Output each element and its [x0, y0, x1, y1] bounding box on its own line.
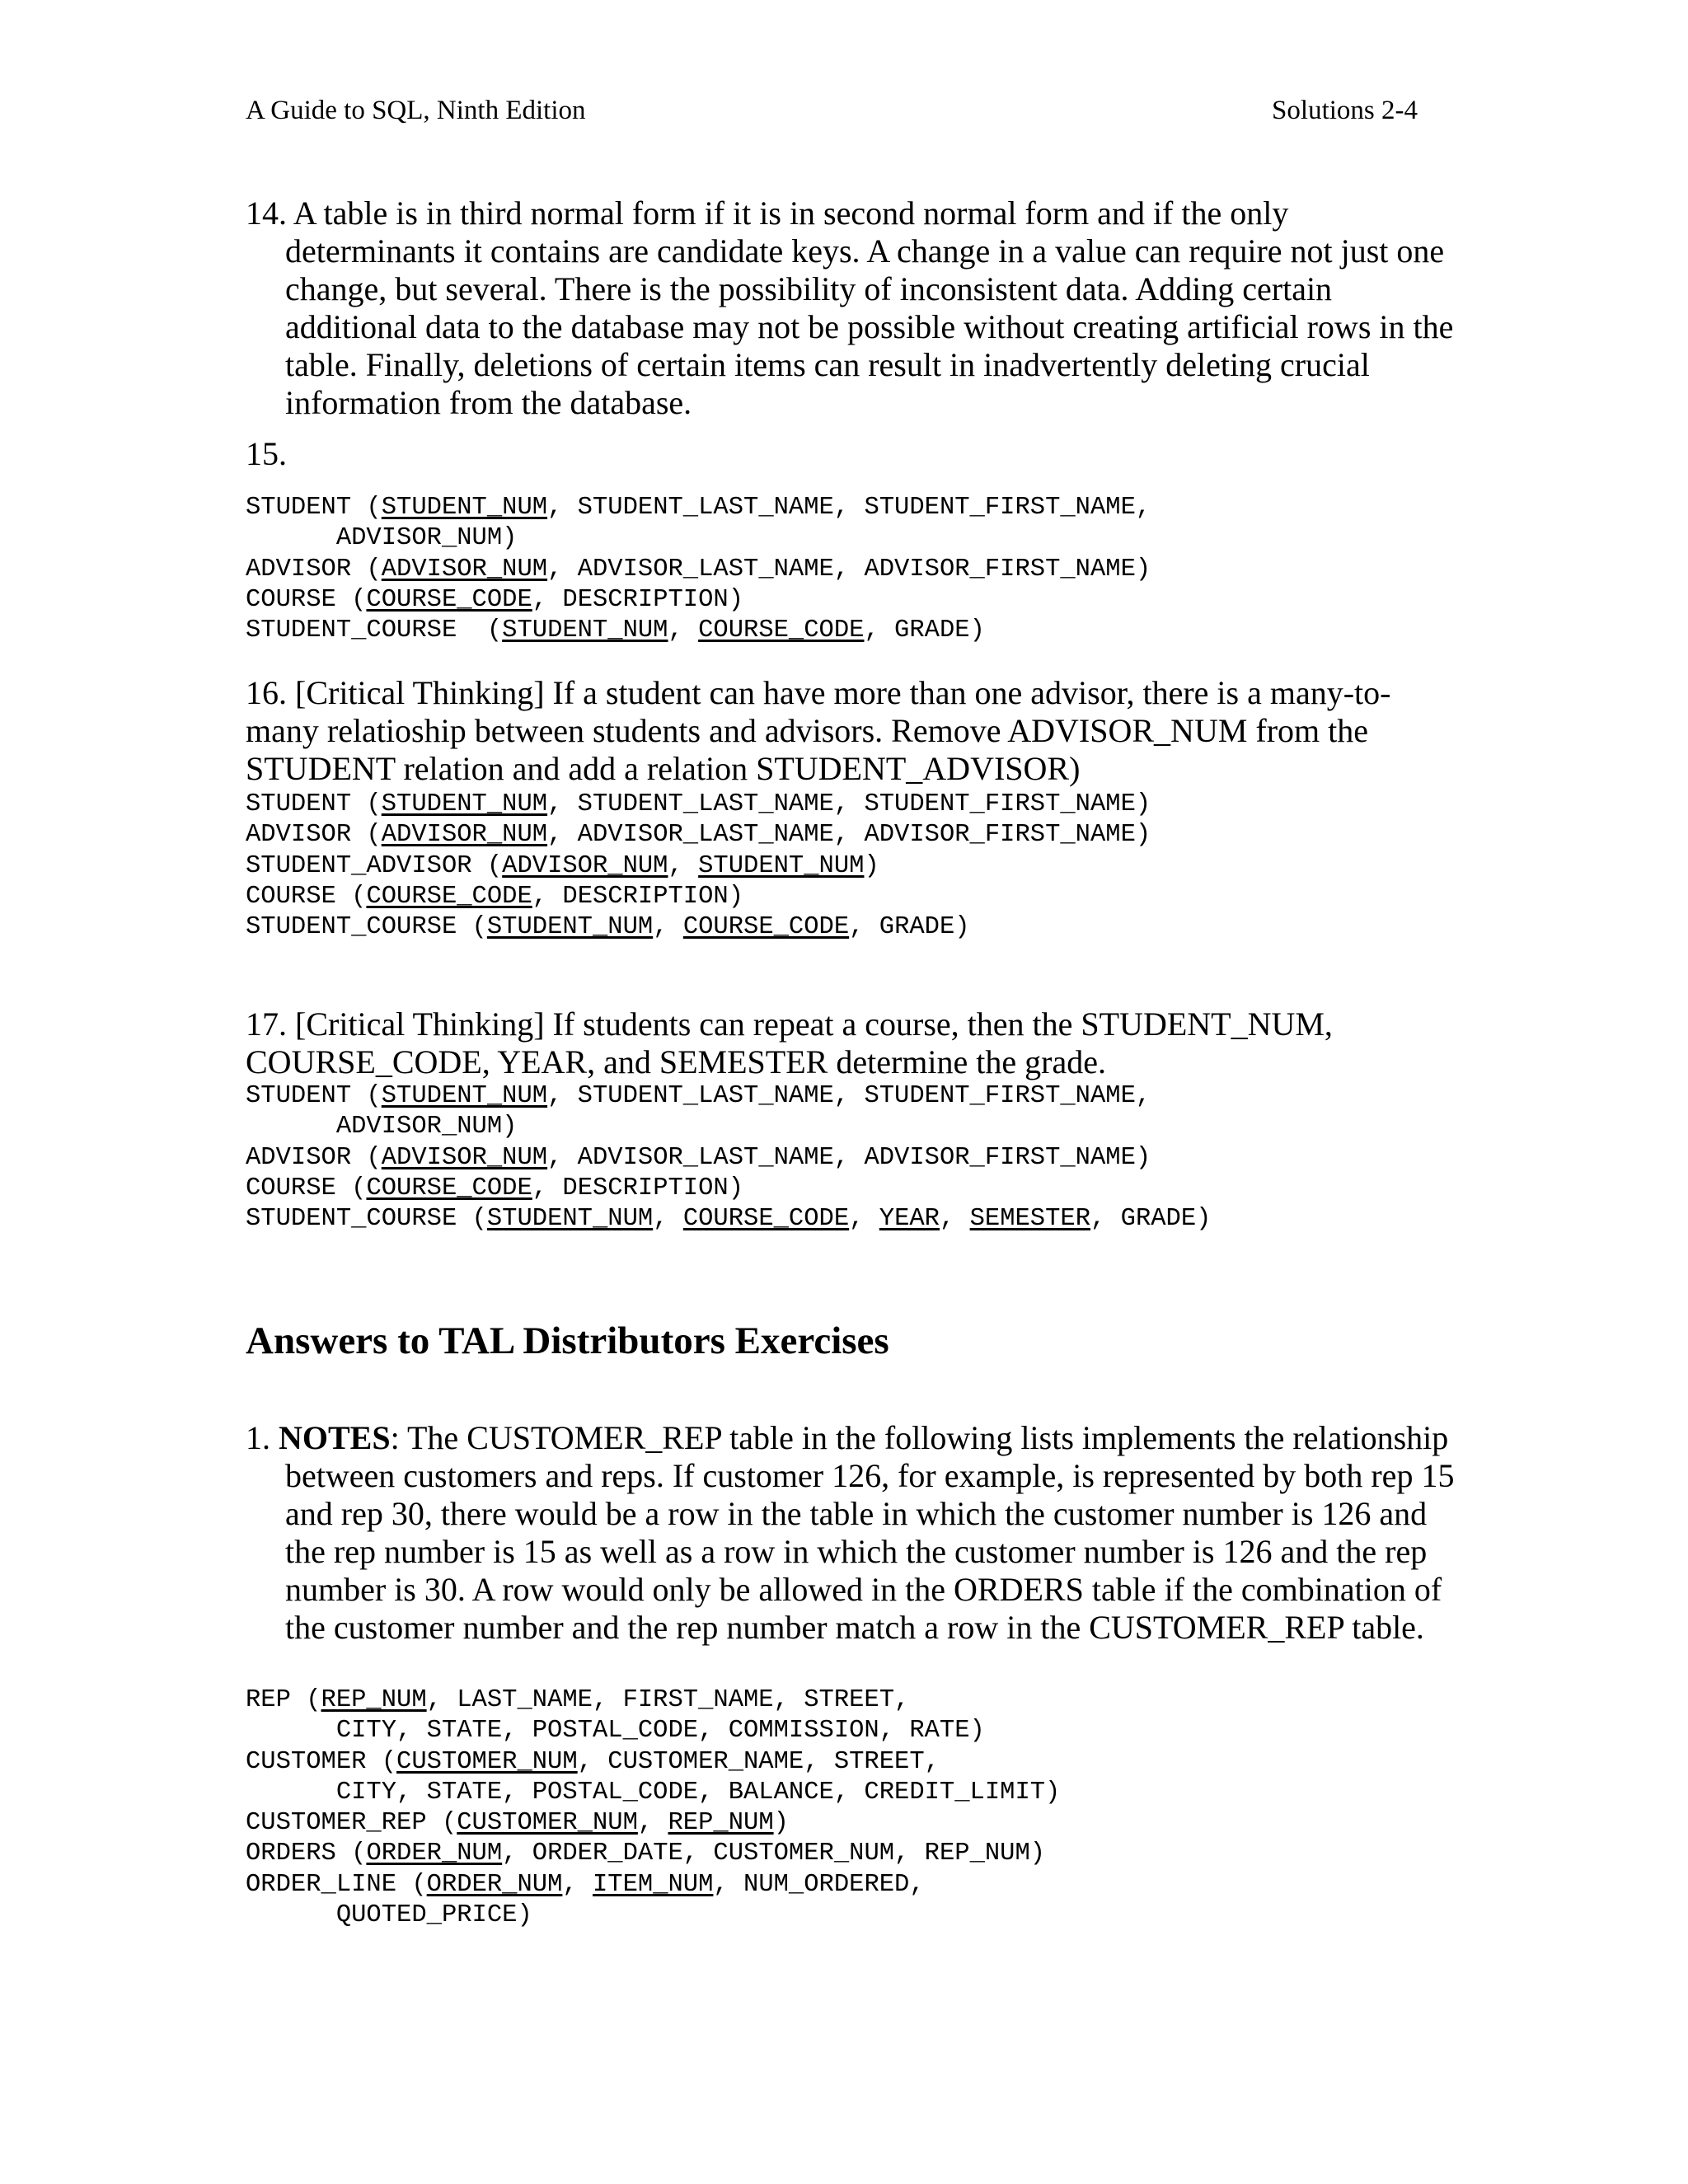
schema-text: , ADVISOR_LAST_NAME, ADVISOR_FIRST_NAME): [547, 1143, 1151, 1172]
schema-text: , CUSTOMER_NAME, STREET,: [577, 1747, 940, 1776]
primary-key: CUSTOMER_NUM: [457, 1809, 638, 1838]
answer-17-schema: [246, 1081, 1211, 1235]
schema-line: [246, 1870, 1060, 1900]
primary-key: ORDER_NUM: [366, 1840, 503, 1868]
schema-line: [246, 523, 1151, 554]
schema-line: [246, 1778, 1060, 1808]
schema-line: [246, 585, 1151, 616]
schema-text: , STUDENT_LAST_NAME, STUDENT_FIRST_NAME): [547, 790, 1151, 818]
schema-text: STUDENT (: [246, 790, 382, 818]
schema-line: [246, 1808, 1060, 1839]
schema-line: [246, 1081, 1211, 1112]
primary-key: STUDENT_NUM: [486, 913, 654, 942]
primary-key: STUDENT_NUM: [502, 616, 668, 645]
schema-text: STUDENT (: [246, 1082, 382, 1110]
schema-text: ,: [653, 913, 683, 942]
tal-answer-1-text: [246, 1419, 1464, 1647]
schema-text: ,: [849, 1205, 879, 1234]
schema-line: [246, 1112, 1211, 1142]
schema-text: , ADVISOR_LAST_NAME, ADVISOR_FIRST_NAME): [547, 821, 1151, 850]
schema-text: , ORDER_DATE, CUSTOMER_NUM, REP_NUM): [502, 1840, 1046, 1868]
schema-text: ADVISOR (: [246, 1143, 382, 1172]
schema-text: , NUM_ORDERED,: [713, 1870, 925, 1899]
schema-line: [246, 493, 1151, 523]
primary-key: REP_NUM: [668, 1809, 774, 1838]
primary-key: ADVISOR_NUM: [381, 555, 548, 583]
schema-text: COURSE (: [246, 585, 367, 614]
answer-15-number: 15.: [246, 435, 287, 472]
schema-text: STUDENT_COURSE (: [246, 1205, 487, 1234]
schema-text: , STUDENT_LAST_NAME, STUDENT_FIRST_NAME,: [547, 494, 1151, 522]
answer-17-text: 17. [Critical Thinking] If students can repeat a course, then the STUDENT_NUM, COURSE_CODE, YEAR, and SEMESTER determine the grade.: [246, 1005, 1333, 1080]
schema-text: STUDENT_COURSE (: [246, 913, 487, 942]
schema-text: , DESCRIPTION): [532, 1174, 744, 1202]
primary-key: COURSE_CODE: [682, 1205, 850, 1234]
schema-text: ORDERS (: [246, 1840, 367, 1868]
schema-text: ADVISOR_NUM): [246, 1113, 518, 1141]
schema-text: ADVISOR (: [246, 821, 382, 850]
primary-key: ADVISOR_NUM: [381, 821, 548, 850]
primary-key: STUDENT_NUM: [698, 851, 865, 880]
schema-line: [246, 882, 1151, 912]
schema-text: ,: [668, 851, 699, 880]
schema-line: [246, 1174, 1211, 1204]
schema-text: CUSTOMER_REP (: [246, 1809, 457, 1838]
schema-text: CITY, STATE, POSTAL_CODE, BALANCE, CREDIT_LIMIT): [246, 1778, 1061, 1807]
schema-line: [246, 616, 1151, 646]
primary-key: ITEM_NUM: [592, 1870, 714, 1899]
schema-text: CITY, STATE, POSTAL_CODE, COMMISSION, RATE): [246, 1717, 985, 1746]
schema-text: ,: [637, 1809, 668, 1838]
schema-text: , LAST_NAME, FIRST_NAME, STREET,: [426, 1686, 910, 1714]
schema-text: ADVISOR (: [246, 555, 382, 583]
schema-text: , DESCRIPTION): [532, 882, 744, 911]
schema-text: QUOTED_PRICE): [246, 1901, 532, 1930]
schema-text: ,: [562, 1870, 593, 1899]
schema-line: [246, 1839, 1060, 1869]
schema-text: , ADVISOR_LAST_NAME, ADVISOR_FIRST_NAME): [547, 555, 1151, 583]
schema-text: CUSTOMER (: [246, 1747, 397, 1776]
section-heading: Answers to TAL Distributors Exercises: [246, 1319, 889, 1362]
primary-key: YEAR: [879, 1205, 940, 1234]
schema-text: , GRADE): [864, 616, 985, 645]
schema-text: ORDER_LINE (: [246, 1870, 427, 1899]
tal-answer-1-schema: [246, 1685, 1060, 1931]
primary-key: COURSE_CODE: [366, 1174, 532, 1202]
primary-key: ORDER_NUM: [426, 1870, 563, 1899]
schema-text: ): [773, 1809, 789, 1838]
primary-key: COURSE_CODE: [698, 616, 865, 645]
primary-key: REP_NUM: [321, 1686, 427, 1714]
schema-line: [246, 1685, 1060, 1716]
schema-text: ADVISOR_NUM): [246, 524, 518, 553]
primary-key: ADVISOR_NUM: [502, 851, 668, 880]
schema-line: [246, 820, 1151, 851]
schema-text: STUDENT_ADVISOR (: [246, 851, 503, 880]
schema-text: ,: [653, 1205, 683, 1234]
answer-14-text: 14. A table is in third normal form if it is in second normal form and if the only determinants it contains are candidate keys. A change in a value can require not just one change, but several. There is the possibility of inconsistent data. Adding certain additional data to the database may not be possible without creating artificial rows in the table. Finally, deletions of certain items can result in inadvertently deleting crucial information from the database.: [246, 194, 1454, 421]
primary-key: COURSE_CODE: [682, 913, 850, 942]
primary-key: STUDENT_NUM: [381, 1082, 548, 1110]
schema-line: [246, 1204, 1211, 1235]
schema-line: [246, 1716, 1060, 1746]
schema-text: ): [864, 851, 879, 880]
answer-16-schema: [246, 790, 1151, 943]
schema-line: [246, 790, 1151, 820]
schema-text: ,: [939, 1205, 970, 1234]
running-header-title: A Guide to SQL, Ninth Edition: [246, 96, 586, 125]
primary-key: SEMESTER: [969, 1205, 1091, 1234]
schema-text: , STUDENT_LAST_NAME, STUDENT_FIRST_NAME,: [547, 1082, 1151, 1110]
schema-text: , GRADE): [849, 913, 970, 942]
primary-key: COURSE_CODE: [366, 585, 532, 614]
schema-text: STUDENT_COURSE (: [246, 616, 503, 645]
primary-key: CUSTOMER_NUM: [396, 1747, 578, 1776]
schema-line: [246, 912, 1151, 943]
primary-key: COURSE_CODE: [366, 882, 532, 911]
tal-answer-1-body: : The CUSTOMER_REP table in the following lists implements the relationship between customers and reps. If customer 126, for example, is represented by both rep 15 and rep 30, there would be a row in the table in which the customer number is 126 and the rep number is 15 as well as a row in which the customer number is 126 and the rep number is 30. A row would only be allowed in the ORDERS table if the combination of the customer number and the rep number match a row in the CUSTOMER_REP table.: [285, 1419, 1455, 1646]
primary-key: STUDENT_NUM: [486, 1205, 654, 1234]
primary-key: STUDENT_NUM: [381, 790, 548, 818]
schema-line: [246, 1747, 1060, 1778]
schema-text: , GRADE): [1090, 1205, 1212, 1234]
primary-key: STUDENT_NUM: [381, 494, 548, 522]
schema-line: [246, 1143, 1211, 1174]
schema-line: [246, 851, 1151, 882]
schema-text: ,: [668, 616, 699, 645]
answer-16-text: 16. [Critical Thinking] If a student can have more than one advisor, there is a many-to-many relatioship between students and advisors. Remove ADVISOR_NUM from the STUDENT relation and add a relation STUDENT_ADVISOR): [246, 674, 1391, 787]
schema-line: [246, 1900, 1060, 1931]
schema-text: COURSE (: [246, 882, 367, 911]
tal-answer-1-number: 1.: [246, 1419, 279, 1456]
running-header-page: Solutions 2-4: [1272, 96, 1418, 125]
schema-text: , DESCRIPTION): [532, 585, 744, 614]
primary-key: ADVISOR_NUM: [381, 1143, 548, 1172]
schema-line: [246, 555, 1151, 585]
answer-15-schema: [246, 493, 1151, 646]
schema-text: REP (: [246, 1686, 321, 1714]
schema-text: COURSE (: [246, 1174, 367, 1202]
schema-text: STUDENT (: [246, 494, 382, 522]
notes-label: NOTES: [279, 1419, 391, 1456]
